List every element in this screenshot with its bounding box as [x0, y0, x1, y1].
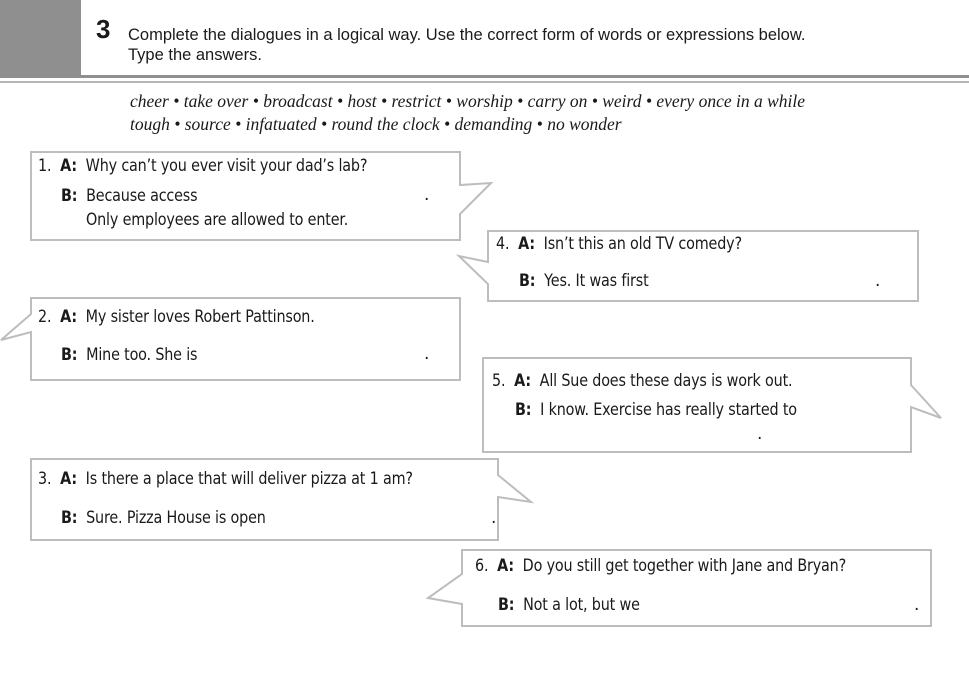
end-punctuation: . — [875, 271, 881, 291]
speaker-a-text: Is there a place that will deliver pizza at 1 am? — [85, 469, 413, 488]
dialogue-2-a — [38, 307, 315, 326]
speaker-a-label: A: — [514, 371, 531, 390]
dialogue-number: 5. — [492, 371, 506, 390]
instructions-line-1: Complete the dialogues in a logical way. Use the correct form of words or expressions below. — [128, 26, 806, 44]
speaker-b-label: B: — [61, 345, 78, 364]
dialogue-1-b — [61, 186, 197, 205]
speaker-a-label: A: — [518, 234, 535, 253]
speaker-a-text: My sister loves Robert Pattinson. — [85, 307, 315, 326]
dialogue-3-a — [38, 469, 413, 488]
dialogue-number: 4. — [496, 234, 510, 253]
speaker-b-text: Because access — [86, 186, 198, 205]
dialogue-3-b — [61, 508, 266, 527]
dialogue-5-a — [492, 371, 792, 390]
answer-blank-4[interactable] — [665, 271, 870, 289]
speaker-b-label: B: — [61, 508, 78, 527]
speaker-b-label: B: — [515, 400, 532, 419]
speaker-a-label: A: — [497, 556, 514, 575]
instructions-line-2: Type the answers. — [128, 46, 262, 64]
speaker-a-text: All Sue does these days is work out. — [539, 371, 793, 390]
dialogue-number: 3. — [38, 469, 52, 488]
dialogue-1-b-continued: Only employees are allowed to enter. — [86, 210, 349, 229]
dialogue-4-a — [496, 234, 742, 253]
dialogue-6-a — [475, 556, 846, 575]
speaker-a-text: Do you still get together with Jane and Bryan? — [522, 556, 847, 575]
answer-blank-2[interactable] — [212, 345, 422, 363]
speaker-b-text: I know. Exercise has really started to — [540, 400, 797, 419]
speaker-a-text: Isn’t this an old TV comedy? — [543, 234, 742, 253]
end-punctuation: . — [914, 595, 920, 615]
speaker-a-text: Why can’t you ever visit your dad’s lab? — [85, 156, 368, 175]
speaker-b-text: Sure. Pizza House is open — [86, 508, 266, 527]
speaker-b-text: Not a lot, but we — [523, 595, 640, 614]
speaker-b-text: Mine too. She is — [86, 345, 198, 364]
end-punctuation: . — [491, 508, 497, 528]
word-bank-line-1: cheer • take over • broadcast • host • restrict • worship • carry on • weird • every once in a while — [130, 91, 806, 111]
speaker-b-label: B: — [498, 595, 515, 614]
end-punctuation: . — [424, 185, 430, 205]
dialogue-4-b — [519, 271, 649, 290]
speaker-a-label: A: — [60, 156, 77, 175]
end-punctuation: . — [424, 344, 430, 364]
answer-blank-1[interactable] — [212, 186, 422, 204]
speaker-b-text: Yes. It was first — [544, 271, 649, 290]
answer-blank-3[interactable] — [280, 508, 490, 526]
speaker-a-label: A: — [60, 469, 77, 488]
dialogue-number: 6. — [475, 556, 489, 575]
speaker-a-label: A: — [60, 307, 77, 326]
speaker-b-label: B: — [519, 271, 536, 290]
speaker-b-label: B: — [61, 186, 78, 205]
exercise-number: 3 — [96, 14, 111, 44]
dialogue-number: 2. — [38, 307, 52, 326]
word-bank-line-2: tough • source • infatuated • round the clock • demanding • no wonder — [130, 113, 622, 134]
dialogue-6-b — [498, 595, 640, 614]
answer-blank-5[interactable] — [540, 425, 755, 443]
dialogue-5-b — [515, 400, 797, 419]
dialogue-1-a — [38, 156, 367, 175]
end-punctuation: . — [757, 424, 763, 444]
answer-blank-6[interactable] — [655, 595, 910, 613]
dialogue-number: 1. — [38, 156, 52, 175]
dialogue-2-b — [61, 345, 197, 364]
